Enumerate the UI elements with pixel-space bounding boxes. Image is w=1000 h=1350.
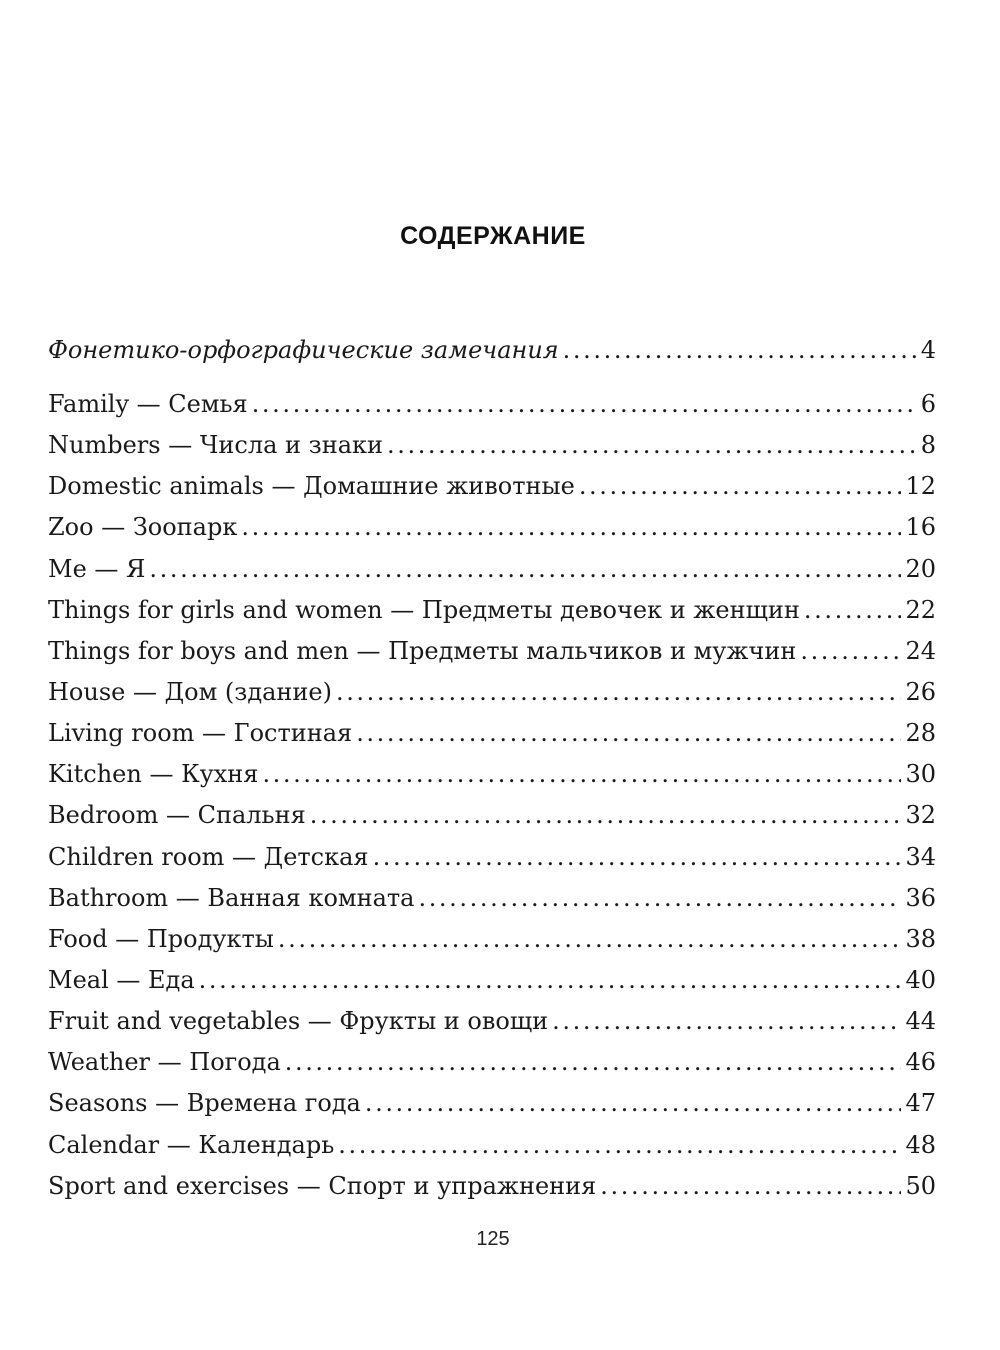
toc-entry-label: Family — Семья: [48, 390, 248, 418]
toc-entry: [48, 1125, 936, 1166]
toc-entry: [48, 425, 936, 466]
toc-leader-dots: [365, 1083, 902, 1124]
toc-leader-dots: [262, 754, 901, 795]
toc-leader-dots: [804, 590, 902, 631]
toc-leader-dots: [285, 1042, 902, 1083]
toc-entry-label: Numbers — Числа и знаки: [48, 431, 384, 460]
toc-entry-page: 44: [905, 1007, 936, 1036]
toc-entry-page: 12: [905, 472, 936, 501]
toc-entry: [48, 795, 936, 836]
toc-entry: [48, 754, 936, 795]
toc-entry-page: 34: [905, 842, 936, 871]
toc-entry-page: 48: [905, 1130, 936, 1159]
toc-entry-label: Bedroom — Спальня: [48, 801, 306, 830]
toc-entry: [48, 507, 936, 548]
toc-leader-dots: [800, 631, 901, 672]
toc-entry: [48, 713, 936, 754]
toc-entry-label: Domestic animals — Домашние животные: [48, 472, 575, 501]
toc-entry-page: 46: [905, 1048, 936, 1077]
toc-entry: [48, 1166, 936, 1207]
toc-entry-page: 26: [905, 677, 936, 706]
toc-entry-page: 47: [905, 1089, 936, 1118]
toc-entry-label: Bathroom — Ванная комната: [48, 883, 415, 912]
toc-entry: [48, 672, 936, 713]
toc-entry-label: Zoo — Зоопарк: [48, 513, 238, 542]
toc-entry-page: 16: [905, 513, 936, 542]
toc-entry-label: Fruit and vegetables — Фрукты и овощи: [48, 1007, 549, 1036]
toc-entry-page: 38: [905, 924, 936, 953]
page-number: 125: [476, 1228, 510, 1250]
toc-entry: [48, 384, 936, 425]
toc-leader-dots: [310, 795, 902, 836]
page-title: СОДЕРЖАНИЕ: [400, 222, 586, 250]
toc-entry: [48, 549, 936, 590]
toc-leader-dots: [579, 466, 902, 507]
toc-entry-label: Sport and exercises — Спорт и упражнения: [48, 1171, 597, 1200]
toc-entry: [48, 960, 936, 1001]
toc-entry-label: Children room — Детская: [48, 842, 369, 871]
toc-leader-dots: [418, 878, 901, 919]
toc-entry: [48, 631, 936, 672]
toc-entry-label: Me — Я: [48, 554, 146, 583]
toc-entry: [48, 919, 936, 960]
toc-entry: [48, 466, 936, 507]
toc-entry-page: 50: [905, 1171, 936, 1200]
toc-entry-label: Seasons — Времена года: [48, 1089, 361, 1118]
toc-leader-dots: [387, 425, 917, 466]
toc-entry-label: Фонетико-орфографические замечания: [48, 336, 559, 364]
toc-leader-dots: [600, 1166, 901, 1207]
toc-entry-page: 36: [905, 883, 936, 912]
toc-entry: [48, 330, 936, 384]
toc-leader-dots: [356, 713, 901, 754]
toc-leader-dots: [149, 549, 901, 590]
toc-entry-label: Food — Продукты: [48, 924, 274, 953]
toc-entry-label: Kitchen — Кухня: [48, 760, 259, 789]
toc-entry: [48, 1083, 936, 1124]
toc-leader-dots: [278, 919, 902, 960]
toc-entry: [48, 837, 936, 878]
toc-entry-label: Weather — Погода: [48, 1048, 281, 1077]
toc-entry-page: 40: [905, 965, 936, 994]
toc-entry-page: 22: [905, 595, 936, 624]
toc-entry: [48, 590, 936, 631]
toc-leader-dots: [241, 507, 901, 548]
toc-leader-dots: [252, 384, 917, 425]
toc-entry-page: 8: [920, 431, 936, 460]
toc-entry-label: Things for girls and women — Предметы девочек и женщин: [48, 595, 800, 624]
toc-leader-dots: [552, 1001, 901, 1042]
toc-entry-label: Meal — Еда: [48, 965, 195, 994]
toc-entry: [48, 1001, 936, 1042]
toc-entry-label: Things for boys and men — Предметы мальчиков и мужчин: [48, 636, 797, 665]
toc-entry-page: 24: [905, 636, 936, 665]
toc-leader-dots: [373, 837, 902, 878]
table-of-contents: [48, 330, 936, 1207]
toc-entry-page: 4: [920, 336, 936, 364]
toc-entry-page: 30: [905, 760, 936, 789]
toc-leader-dots: [563, 330, 917, 370]
toc-entry-page: 6: [920, 390, 936, 418]
toc-leader-dots: [338, 1125, 901, 1166]
toc-entry-label: Calendar — Календарь: [48, 1130, 335, 1159]
toc-entry-label: Living room — Гостиная: [48, 719, 353, 748]
toc-entry-page: 20: [905, 554, 936, 583]
toc-leader-dots: [336, 672, 901, 713]
toc-leader-dots: [199, 960, 902, 1001]
toc-entry: [48, 878, 936, 919]
toc-entry-page: 32: [905, 801, 936, 830]
toc-entry: [48, 1042, 936, 1083]
toc-entry-page: 28: [905, 719, 936, 748]
toc-entry-label: House — Дом (здание): [48, 677, 332, 706]
